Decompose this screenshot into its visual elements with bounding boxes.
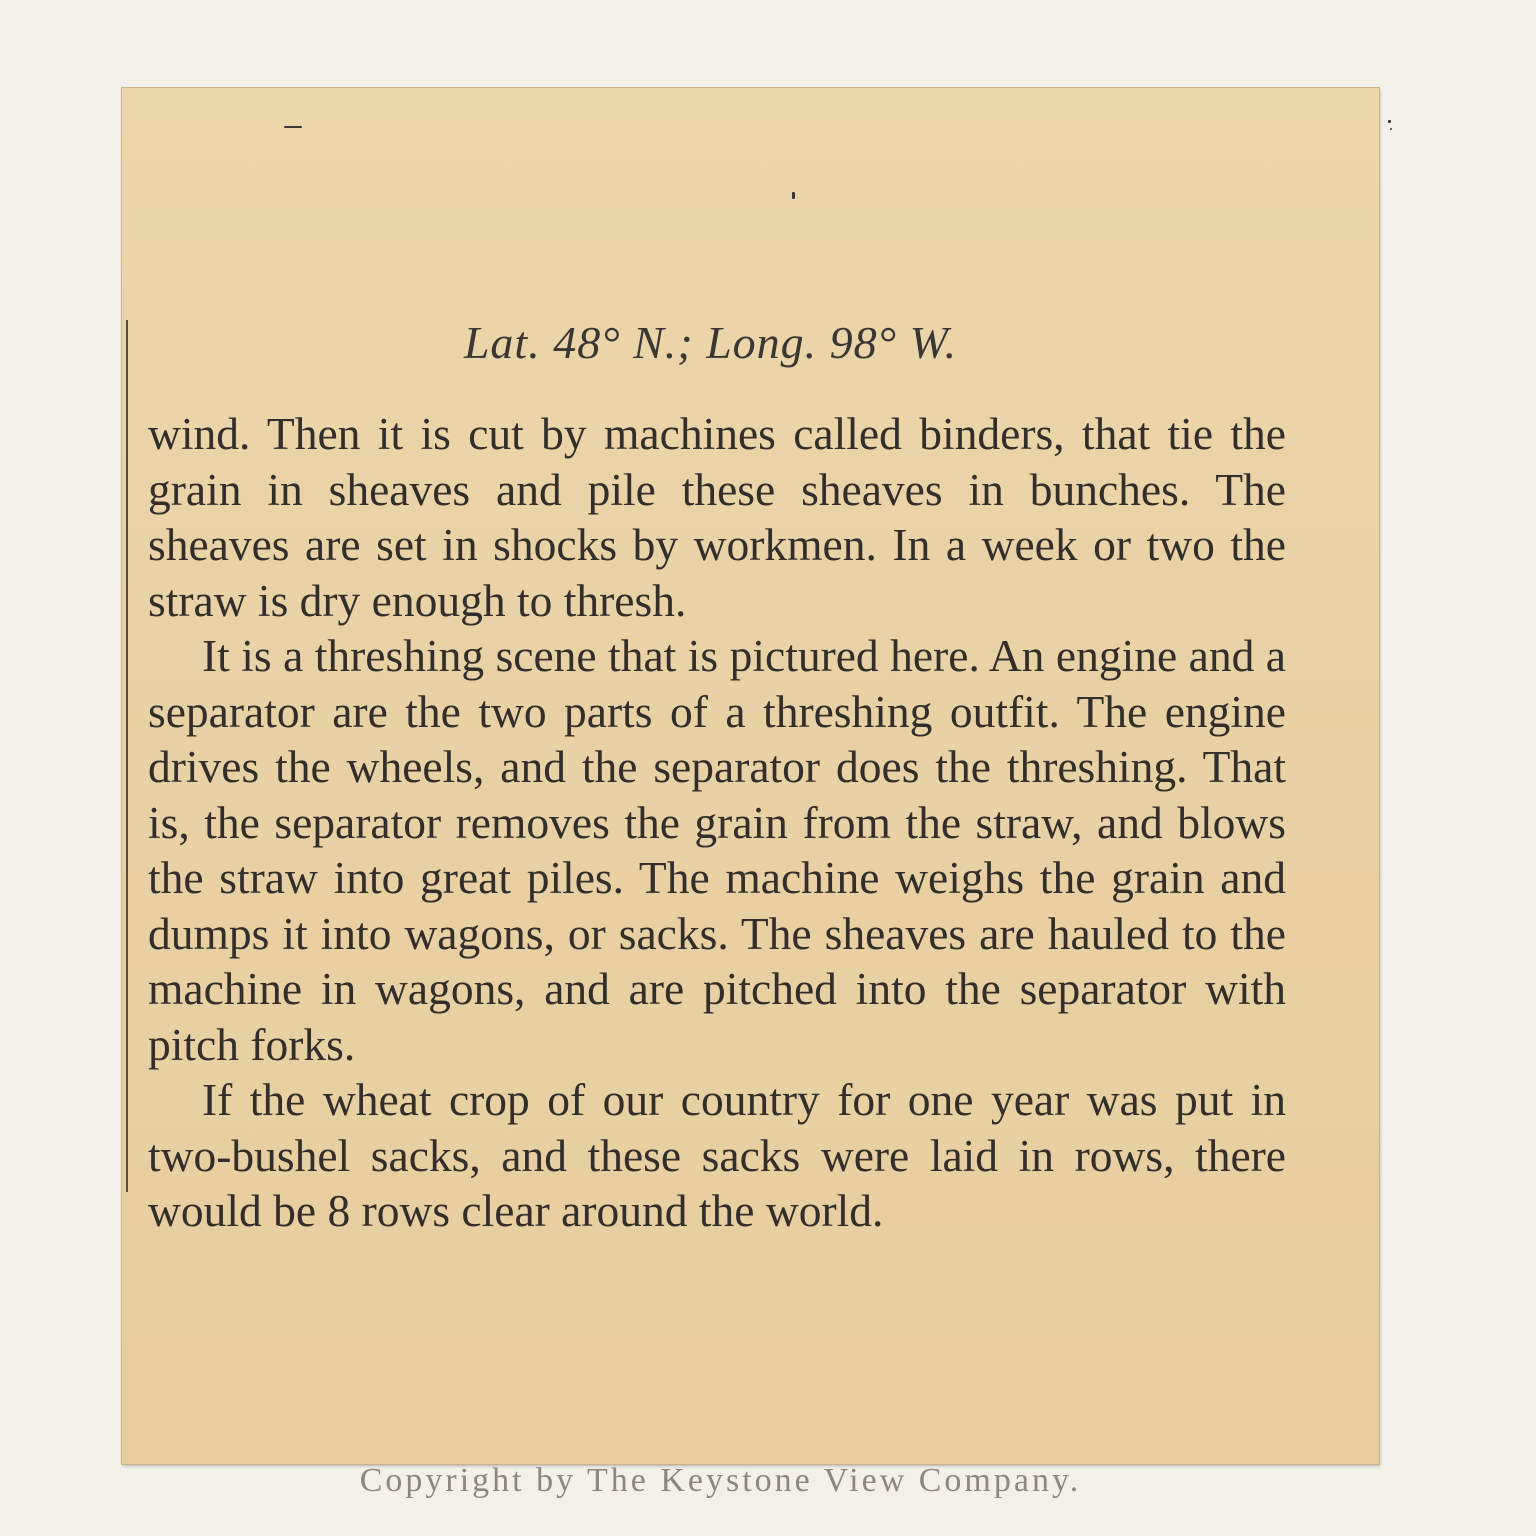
stereoview-card-back: [122, 88, 1379, 1499]
card-body-text: [148, 406, 1286, 1239]
paragraph-1: wind. Then it is cut by machines called binders, that tie the grain in sheaves and pile these sheaves in bunches. The sheaves are set in shocks by workmen. In a week or two the straw is dry enough to thresh.: [148, 408, 1286, 626]
card-heading: Lat. 48° N.; Long. 98° W.: [463, 317, 958, 368]
paragraph-3: If the wheat crop of our country for one year was put in two-bushel sacks, and these sacks were laid in rows, there would be 8 rows clear around the world.: [148, 1074, 1286, 1236]
ink-speck: [792, 192, 795, 199]
paragraph-2: It is a threshing scene that is pictured here. An engine and a separator are the two parts of a threshing outfit. The engine drives the wheels, and the separator does the threshing. That is, the separator removes the grain from the straw, and blows the straw into great piles. The machine weighs the grain and dumps it into wagons, or sacks. The sheaves are hauled to the machine in wagons, and are pitched into the separator with pitch forks.: [148, 630, 1286, 1070]
left-margin-rule: [126, 320, 128, 1192]
copyright-notice: Copyright by The Keystone View Company.: [359, 1462, 1082, 1499]
ink-speck: [284, 126, 302, 128]
ink-speck: [1390, 128, 1392, 130]
ink-speck: [1388, 120, 1391, 123]
